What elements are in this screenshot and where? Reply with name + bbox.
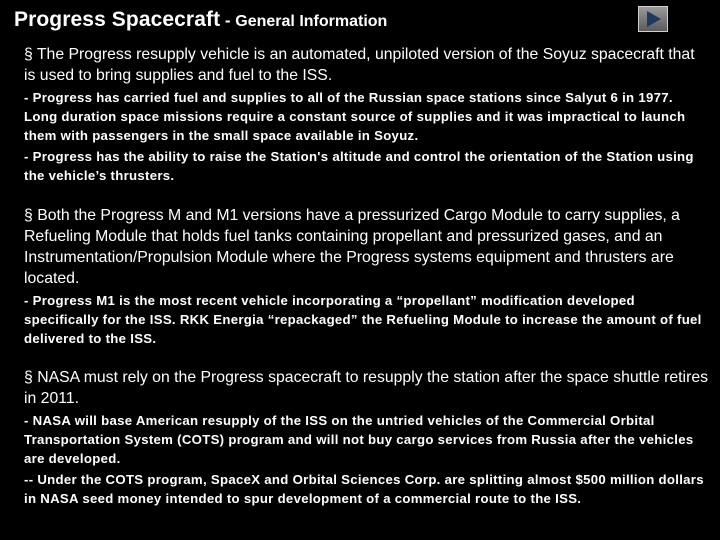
bullet-point xyxy=(24,205,710,289)
title-subtitle: General Information xyxy=(235,13,388,30)
slide-content xyxy=(24,44,710,530)
bullet-marker: § xyxy=(24,369,33,386)
section-nasa-resupply xyxy=(24,367,710,508)
bullet-marker: § xyxy=(24,46,33,63)
bullet-text: The Progress resupply vehicle is an automated, unpiloted version of the Soyuz spacecraft that is used to bring supplies and fuel to the ISS. xyxy=(24,46,695,84)
sub-point: - Progress M1 is the most recent vehicle incorporating a “propellant” modification developed specifically for the ISS. RKK Energia “repackaged” the Refueling Module to increase the amount of fuel delivered to the ISS. xyxy=(24,293,702,346)
bullet-point xyxy=(24,367,710,409)
sub-point: -- Under the COTS program, SpaceX and Orbital Sciences Corp. are splitting almost $500 million dollars in NASA seed money intended to spur development of a commercial route to the ISS. xyxy=(24,472,704,506)
sub-point: - Progress has carried fuel and supplies to all of the Russian space stations since Salyut 6 in 1977. Long duration space missions require a constant source of supplies and it was impractical to launch them with passengers in the small space available in Soyuz. xyxy=(24,90,686,143)
title-main: Progress Spacecraft xyxy=(14,8,221,31)
slide-title xyxy=(14,8,387,32)
bullet-text: Both the Progress M and M1 versions have a pressurized Cargo Module to carry supplies, a Refueling Module that holds fuel tanks containing propellant and pressurized gases, and an Instrumentation/Propulsion Module where the Progress systems equipment and thrusters are located. xyxy=(24,207,680,287)
sub-point: - Progress has the ability to raise the Station's altitude and control the orientation of the Station using the vehicle’s thrusters. xyxy=(24,149,694,183)
play-triangle-icon xyxy=(646,10,662,28)
bullet-point xyxy=(24,44,710,86)
bullet-text: NASA must rely on the Progress spacecraft to resupply the station after the space shuttle retires in 2011. xyxy=(24,369,709,407)
next-slide-button[interactable] xyxy=(638,6,668,32)
section-modules xyxy=(24,205,710,348)
bullet-marker: § xyxy=(24,207,33,224)
title-separator: - xyxy=(220,11,236,30)
sub-point: - NASA will base American resupply of the ISS on the untried vehicles of the Commercial Orbital Transportation System (COTS) program and will not buy cargo services from Russia after the vehicles are developed. xyxy=(24,413,694,466)
section-soyuz-variant xyxy=(24,44,710,185)
